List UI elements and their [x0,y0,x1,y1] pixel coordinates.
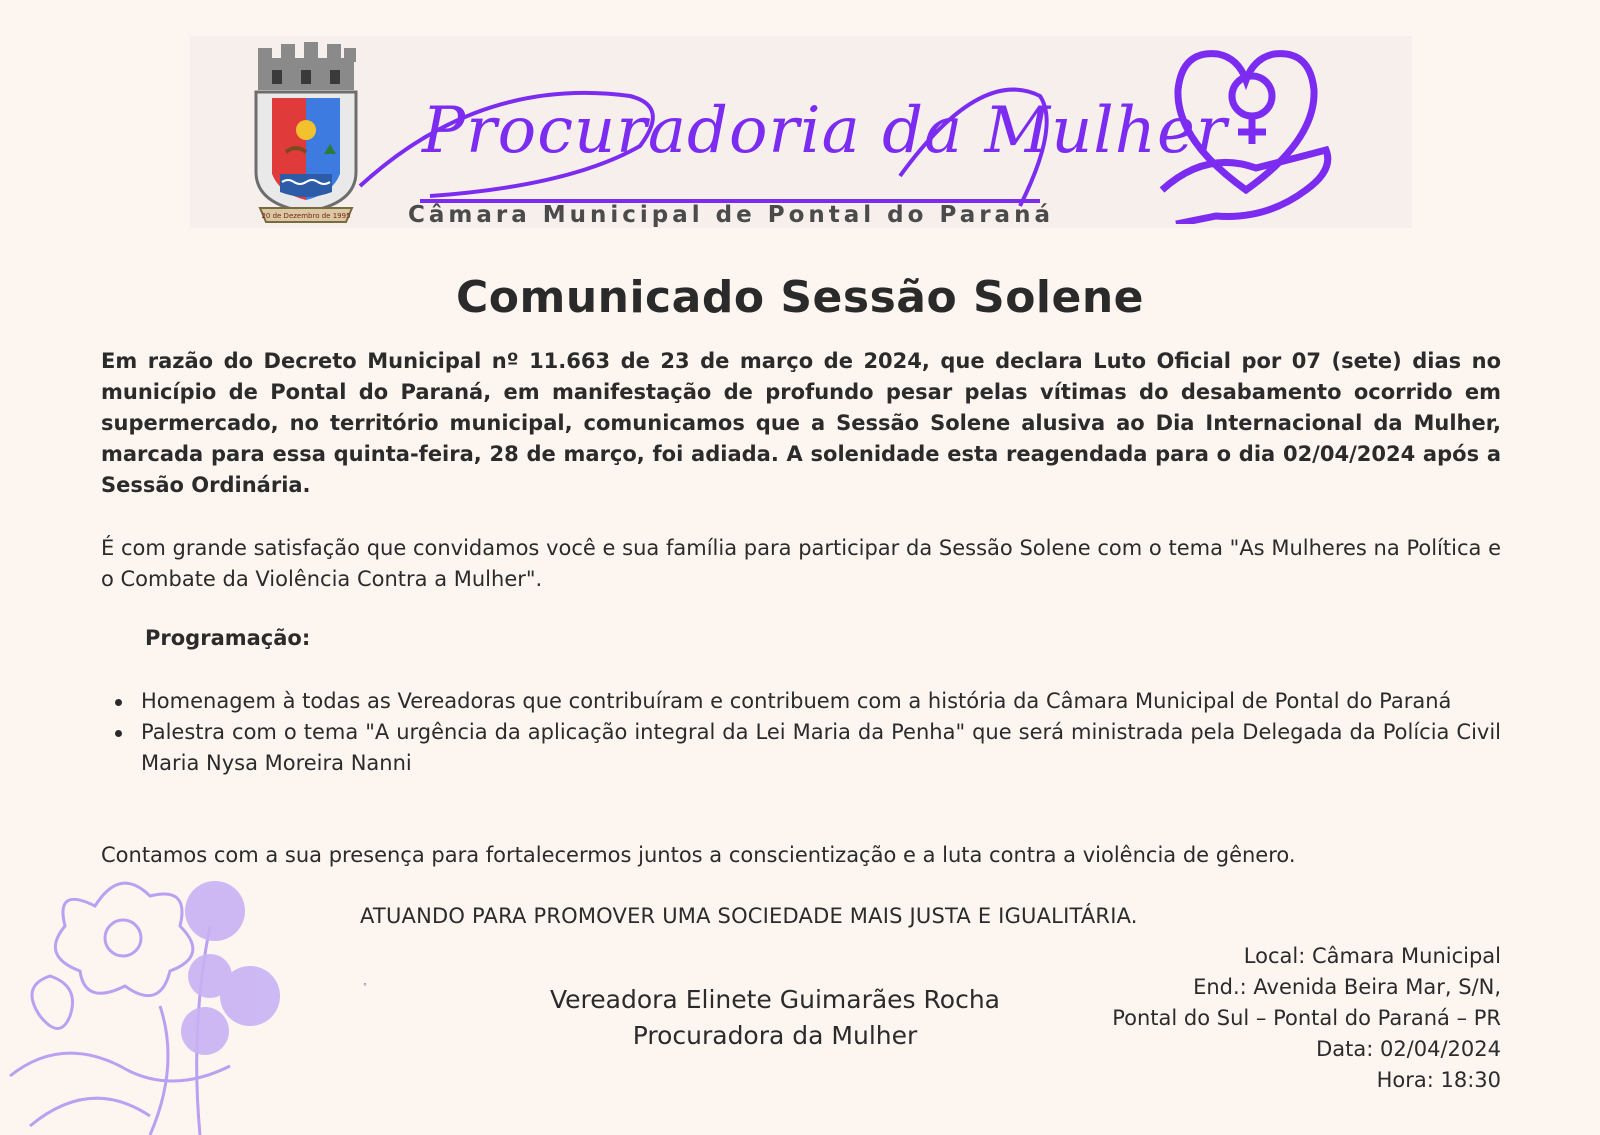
closing-text: Contamos com a sua presença para fortalecermos juntos a conscientização e a luta contra a violência de gênero. [101,843,1296,867]
header-banner [190,36,1412,228]
motto: ATUANDO PARA PROMOVER UMA SOCIEDADE MAIS JUSTA E IGUALITÁRIA. [360,904,1138,928]
event-local: Local: Câmara Municipal [1243,944,1501,968]
event-info [1040,941,1501,1096]
stray-mark: ° [363,982,367,991]
postponement-notice: Em razão do Decreto Municipal nº 11.663 de 23 de março de 2024, que declara Luto Oficial por 07 (sete) dias no município de Pontal do Paraná, em manifestação de profundo pesar pelas vítimas do desabamento ocorrido em supermercado, no território municipal, comunicamos que a Sessão Solene alusiva ao Dia Internacional da Mulher, marcada para essa quinta-feira, 28 de março, foi adiada. A solenidade esta reagendada para o dia 02/04/2024 após a Sessão Ordinária. [101,349,1501,497]
heart-hand-female-symbol-icon [1156,40,1336,224]
signature-role: Procuradora da Mulher [632,1021,918,1050]
banner-subtitle: Câmara Municipal de Pontal do Paraná [408,202,1054,228]
invitation-text: É com grande satisfação que convidamos você e sua família para participar da Sessão Solene com o tema "As Mulheres na Política e o Combate da Violência Contra a Mulher". [101,536,1501,591]
signature-block [520,982,1030,1054]
event-time: Hora: 18:30 [1376,1068,1501,1092]
event-city: Pontal do Sul – Pontal do Paraná – PR [1112,1006,1501,1030]
signature-name: Vereadora Elinete Guimarães Rocha [550,985,1000,1014]
banner-script-title: Procuradoria da Mulher [422,94,1228,168]
lilac-flowers-icon [0,866,300,1135]
program-item: Palestra com o tema "A urgência da aplicação integral da Lei Maria da Penha" que será ministrada pela Delegada da Polícia Civil Maria Nysa Moreira Nanni [101,717,1501,779]
program-heading: Programação: [145,626,311,650]
event-address: End.: Avenida Beira Mar, S/N, [1193,975,1501,999]
event-date: Data: 02/04/2024 [1316,1037,1501,1061]
crest-scroll-text: 20 de Dezembro de 1995 [261,212,351,220]
program-list [101,686,1501,779]
page-title: Comunicado Sessão Solene [455,272,1145,323]
program-item: Homenagem à todas as Vereadoras que contribuíram e contribuem com a história da Câmara Municipal de Pontal do Paraná [101,686,1501,717]
